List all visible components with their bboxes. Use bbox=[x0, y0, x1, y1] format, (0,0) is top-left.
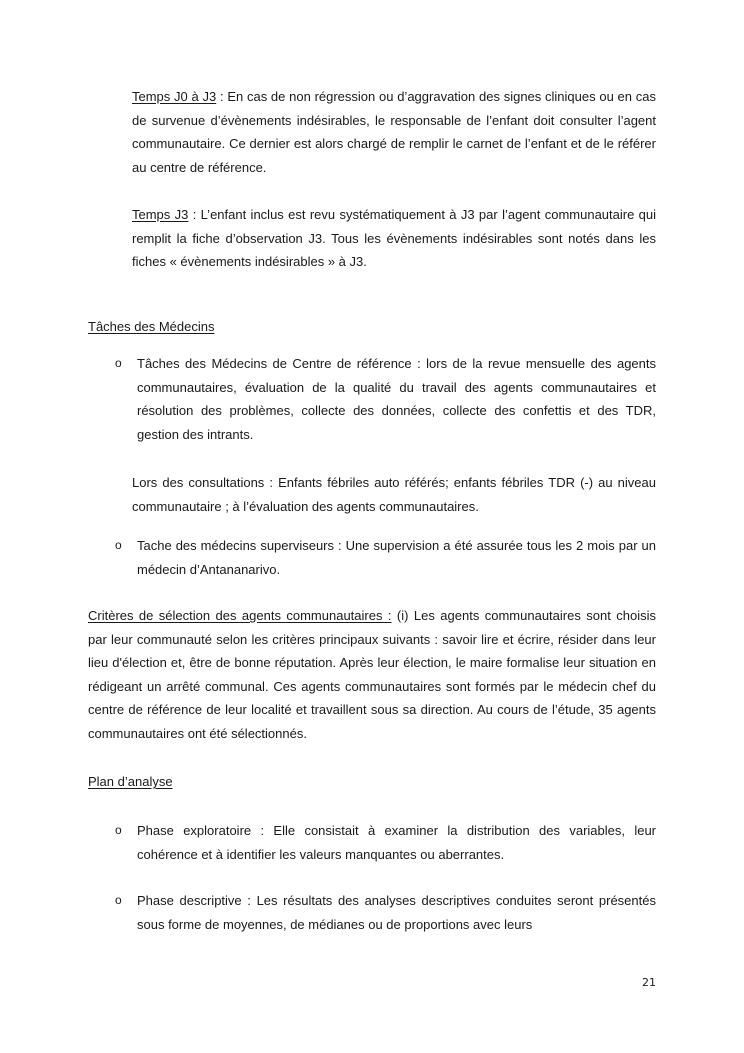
bullet-phase-exploratoire: Phase exploratoire : Elle consistait à examiner la distribution des variables, leur cohérence et à identifier les valeurs manquantes ou aberrantes. bbox=[137, 823, 656, 862]
label-criteres-selection: Critères de sélection des agents communautaires : bbox=[88, 608, 392, 623]
label-temps-j0-j3: Temps J0 à J3 bbox=[132, 89, 217, 104]
text-temps-j0-j3: : En cas de non régression ou d’aggravation des signes cliniques ou en cas de survenue d’évènements indésirables, le responsable de l’enfant doit consulter l’agent communautaire. Ce dernier est alors chargé de remplir le carnet de l’enfant et de le référer au centre de référence. bbox=[132, 89, 656, 175]
bullet-taches-centre-reference: Tâches des Médecins de Centre de référence : lors de la revue mensuelle des agents communautaires, évaluation de la qualité du travail des agents communautaires et résolution des problèmes, collecte des données, collecte des confettis et des TDR, gestion des intrants. bbox=[137, 356, 656, 442]
bullet-marker: o bbox=[115, 823, 122, 837]
bullet-phase-descriptive: Phase descriptive : Les résultats des analyses descriptives conduites seront présentés sous forme de moyennes, de médianes ou de proportions avec leurs bbox=[137, 893, 656, 932]
heading-taches-medecins: Tâches des Médecins bbox=[88, 319, 215, 334]
paragraph-temps-j0-j3 bbox=[132, 85, 656, 179]
paragraph-temps-j3 bbox=[132, 203, 656, 274]
bullet-medecins-superviseurs: Tache des médecins superviseurs : Une supervision a été assurée tous les 2 mois par un médecin d’Antananarivo. bbox=[137, 538, 656, 577]
text-criteres-selection: (i) Les agents communautaires sont choisis par leur communauté selon les critères principaux suivants : savoir lire et écrire, résider dans leur lieu d'élection et, être de bonne réputation. Après leur élection, le maire formalise leur situation en rédigeant un arrêté communal. Ces agents communautaires sont formés par le médecin chef du centre de référence de leur localité et travaillent sous sa direction. Au cours de l’étude, 35 agents communautaires ont été sélectionnés. bbox=[88, 608, 656, 741]
page-number: 21 bbox=[642, 976, 656, 989]
text-temps-j3: : L’enfant inclus est revu systématiquement à J3 par l’agent communautaire qui remplit la fiche d’observation J3. Tous les évènements indésirables sont notés dans les fiches « évènements indésirables » à J3. bbox=[132, 207, 657, 269]
bullet-marker: o bbox=[115, 356, 122, 370]
paragraph-criteres-selection bbox=[88, 604, 656, 745]
bullet-marker: o bbox=[115, 538, 122, 552]
heading-plan-analyse: Plan d’analyse bbox=[88, 774, 173, 789]
label-temps-j3: Temps J3 bbox=[132, 207, 189, 222]
bullet-marker: o bbox=[115, 893, 122, 907]
paragraph-consultations: Lors des consultations : Enfants fébriles auto référés; enfants fébriles TDR (-) au niveau communautaire ; à l’évaluation des agents communautaires. bbox=[132, 475, 656, 514]
